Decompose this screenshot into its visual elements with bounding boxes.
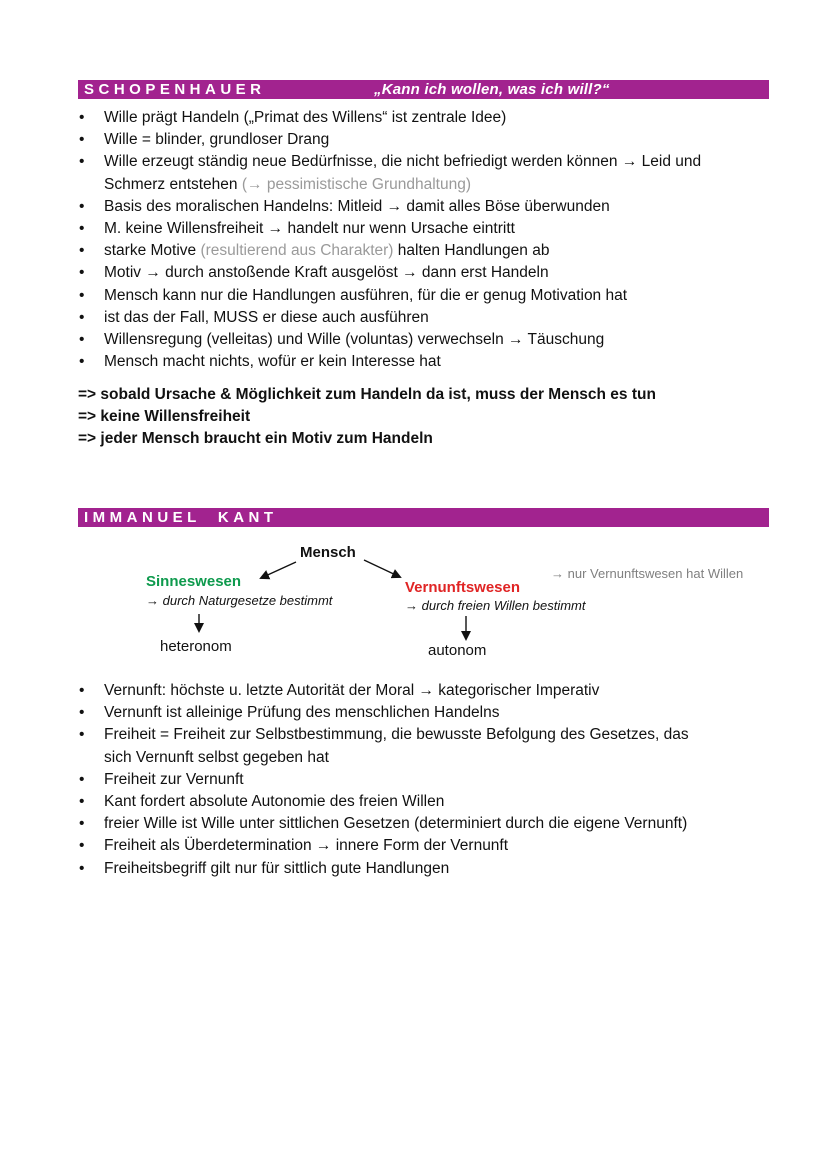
list-item: • starke Motive (resultierend aus Charakter) halten Handlungen ab — [78, 240, 768, 262]
conclusion-line: => jeder Mensch braucht ein Motiv zum Handeln — [78, 430, 433, 448]
list-item: • Willensregung (velleitas) und Wille (voluntas) verwechseln → Täuschung — [78, 329, 768, 351]
list-item: • Wille prägt Handeln („Primat des Willens“ ist zentrale Idee) — [78, 107, 768, 129]
kant-header-bar — [78, 508, 769, 527]
schopenhauer-subtitle: „Kann ich wollen, was ich will?“ — [374, 81, 610, 98]
list-item: • Vernunft: höchste u. letzte Autorität der Moral → kategorischer Imperativ — [78, 680, 768, 702]
grey-note: (→ pessimistische Grundhaltung) — [241, 175, 472, 193]
conclusion-line: => keine Willensfreiheit — [78, 408, 251, 426]
list-item: • Freiheit = Freiheit zur Selbstbestimmung, die bewusste Befolgung des Gesetzes, das sich Vernunft selbst gegeben hat — [78, 724, 768, 768]
diagram-side-note: → nur Vernunftswesen hat Willen — [551, 566, 744, 581]
list-item: • freier Wille ist Wille unter sittlichen Gesetzen (determiniert durch die eigene Vernunft) — [78, 813, 768, 835]
diagram-heteronom: heteronom — [160, 638, 232, 655]
schopenhauer-title: SCHOPENHAUER — [84, 81, 266, 98]
kant-diagram — [0, 536, 828, 666]
list-item: • Basis des moralischen Handelns: Mitleid → damit alles Böse überwunden — [78, 196, 768, 218]
list-item: • Freiheit zur Vernunft — [78, 769, 768, 791]
list-item: • Vernunft ist alleinige Prüfung des menschlichen Handelns — [78, 702, 768, 724]
conclusion-line: => sobald Ursache & Möglichkeit zum Handeln da ist, muss der Mensch es tun — [78, 386, 656, 403]
grey-note: (resultierend aus Charakter) — [200, 242, 394, 260]
diagram-sinneswesen-note: → durch Naturgesetze bestimmt — [146, 593, 333, 608]
list-item: • Wille erzeugt ständig neue Bedürfnisse, die nicht befriedigt werden können → Leid und Schmerz entstehen (→ pessimistische Grundhaltung) — [78, 151, 768, 195]
diagram-autonom: autonom — [428, 642, 487, 659]
list-item: • Mensch macht nichts, wofür er kein Interesse hat — [78, 351, 768, 373]
kant-title: IMMANUEL KANT — [84, 509, 278, 526]
list-item: • Kant fordert absolute Autonomie des freien Willen — [78, 791, 768, 813]
diagram-root-mensch: Mensch — [300, 544, 356, 561]
diagram-sinneswesen: Sinneswesen — [146, 573, 242, 590]
schopenhauer-header-bar — [78, 80, 769, 99]
arrow-to-sinneswesen — [261, 562, 296, 578]
kant-bullet-list — [78, 680, 768, 880]
list-item: • Wille = blinder, grundloser Drang — [78, 129, 768, 151]
diagram-vernunftswesen-note: → durch freien Willen bestimmt — [405, 598, 586, 613]
list-item: • ist das der Fall, MUSS er diese auch ausführen — [78, 307, 768, 329]
list-item: • Freiheitsbegriff gilt nur für sittlich gute Handlungen — [78, 858, 768, 880]
list-item: • M. keine Willensfreiheit → handelt nur wenn Ursache eintritt — [78, 218, 768, 240]
arrow-to-vernunftswesen — [364, 560, 400, 577]
list-item: • Mensch kann nur die Handlungen ausführen, für die er genug Motivation hat — [78, 285, 768, 307]
schopenhauer-bullet-list — [78, 107, 768, 373]
schopenhauer-conclusions — [78, 384, 656, 451]
list-item: • Freiheit als Überdetermination → innere Form der Vernunft — [78, 835, 768, 857]
list-item: • Motiv → durch anstoßende Kraft ausgelöst → dann erst Handeln — [78, 262, 768, 284]
diagram-vernunftswesen: Vernunftswesen — [405, 579, 521, 596]
